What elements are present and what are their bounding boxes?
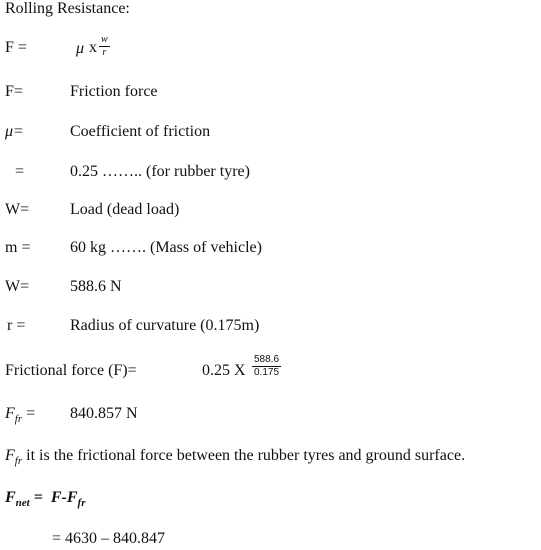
fnet-dash: - [61, 489, 67, 506]
frictional-label: Frictional force (F)= [5, 362, 137, 379]
formula-mu: μ [76, 40, 85, 57]
formula-fraction [99, 34, 110, 59]
def-symbol: = [15, 163, 25, 180]
formula-times: x [89, 39, 97, 56]
fnet-rhs-symbol: F [66, 489, 78, 506]
ffr-equation [5, 405, 35, 423]
frictional-coefficient: 0.25 X [202, 362, 246, 379]
fnet-rhs-f: F [50, 489, 62, 506]
def-description: 588.6 N [70, 278, 122, 295]
explanation-symbol: F [5, 447, 15, 464]
fnet-rhs-subscript: fr [77, 497, 86, 509]
def-description: Friction force [70, 83, 158, 100]
def-symbol: m = [5, 239, 31, 256]
def-description: Coefficient of friction [70, 123, 211, 140]
ffr-symbol: F [5, 405, 15, 422]
def-symbol: r = [7, 317, 26, 334]
def-description: Load (dead load) [70, 201, 180, 218]
ffr-subscript: fr [14, 413, 23, 425]
ffr-equals: = [22, 405, 36, 422]
def-symbol: μ= [5, 123, 24, 140]
formula-lhs: F = [5, 39, 27, 56]
frictional-denominator: 0.175 [254, 367, 280, 378]
def-symbol: W= [5, 278, 30, 295]
fnet-equals: = [29, 489, 43, 506]
ffr-explanation [5, 447, 465, 465]
def-description: Radius of curvature (0.175m) [70, 317, 260, 334]
explanation-text: it is the frictional force between the rubber tyres and ground surface. [22, 447, 466, 464]
fnet-subscript: net [15, 497, 30, 509]
formula-denominator: r [102, 47, 107, 58]
section-heading: Rolling Resistance: [5, 0, 130, 17]
frictional-numerator: 588.6 [254, 354, 280, 365]
explanation-subscript: fr [14, 455, 23, 467]
formula-numerator: w [101, 34, 108, 45]
frictional-fraction [252, 354, 281, 379]
def-description: 60 kg ……. (Mass of vehicle) [70, 239, 262, 256]
net-calculation: = 4630 – 840.847 [52, 530, 166, 547]
def-description: 0.25 …….. (for rubber tyre) [70, 163, 250, 180]
fnet-symbol: F [5, 489, 16, 506]
def-symbol: F= [5, 83, 23, 100]
fnet-equation [5, 489, 85, 507]
ffr-value: 840.857 N [70, 405, 138, 422]
def-symbol: W= [5, 201, 30, 218]
